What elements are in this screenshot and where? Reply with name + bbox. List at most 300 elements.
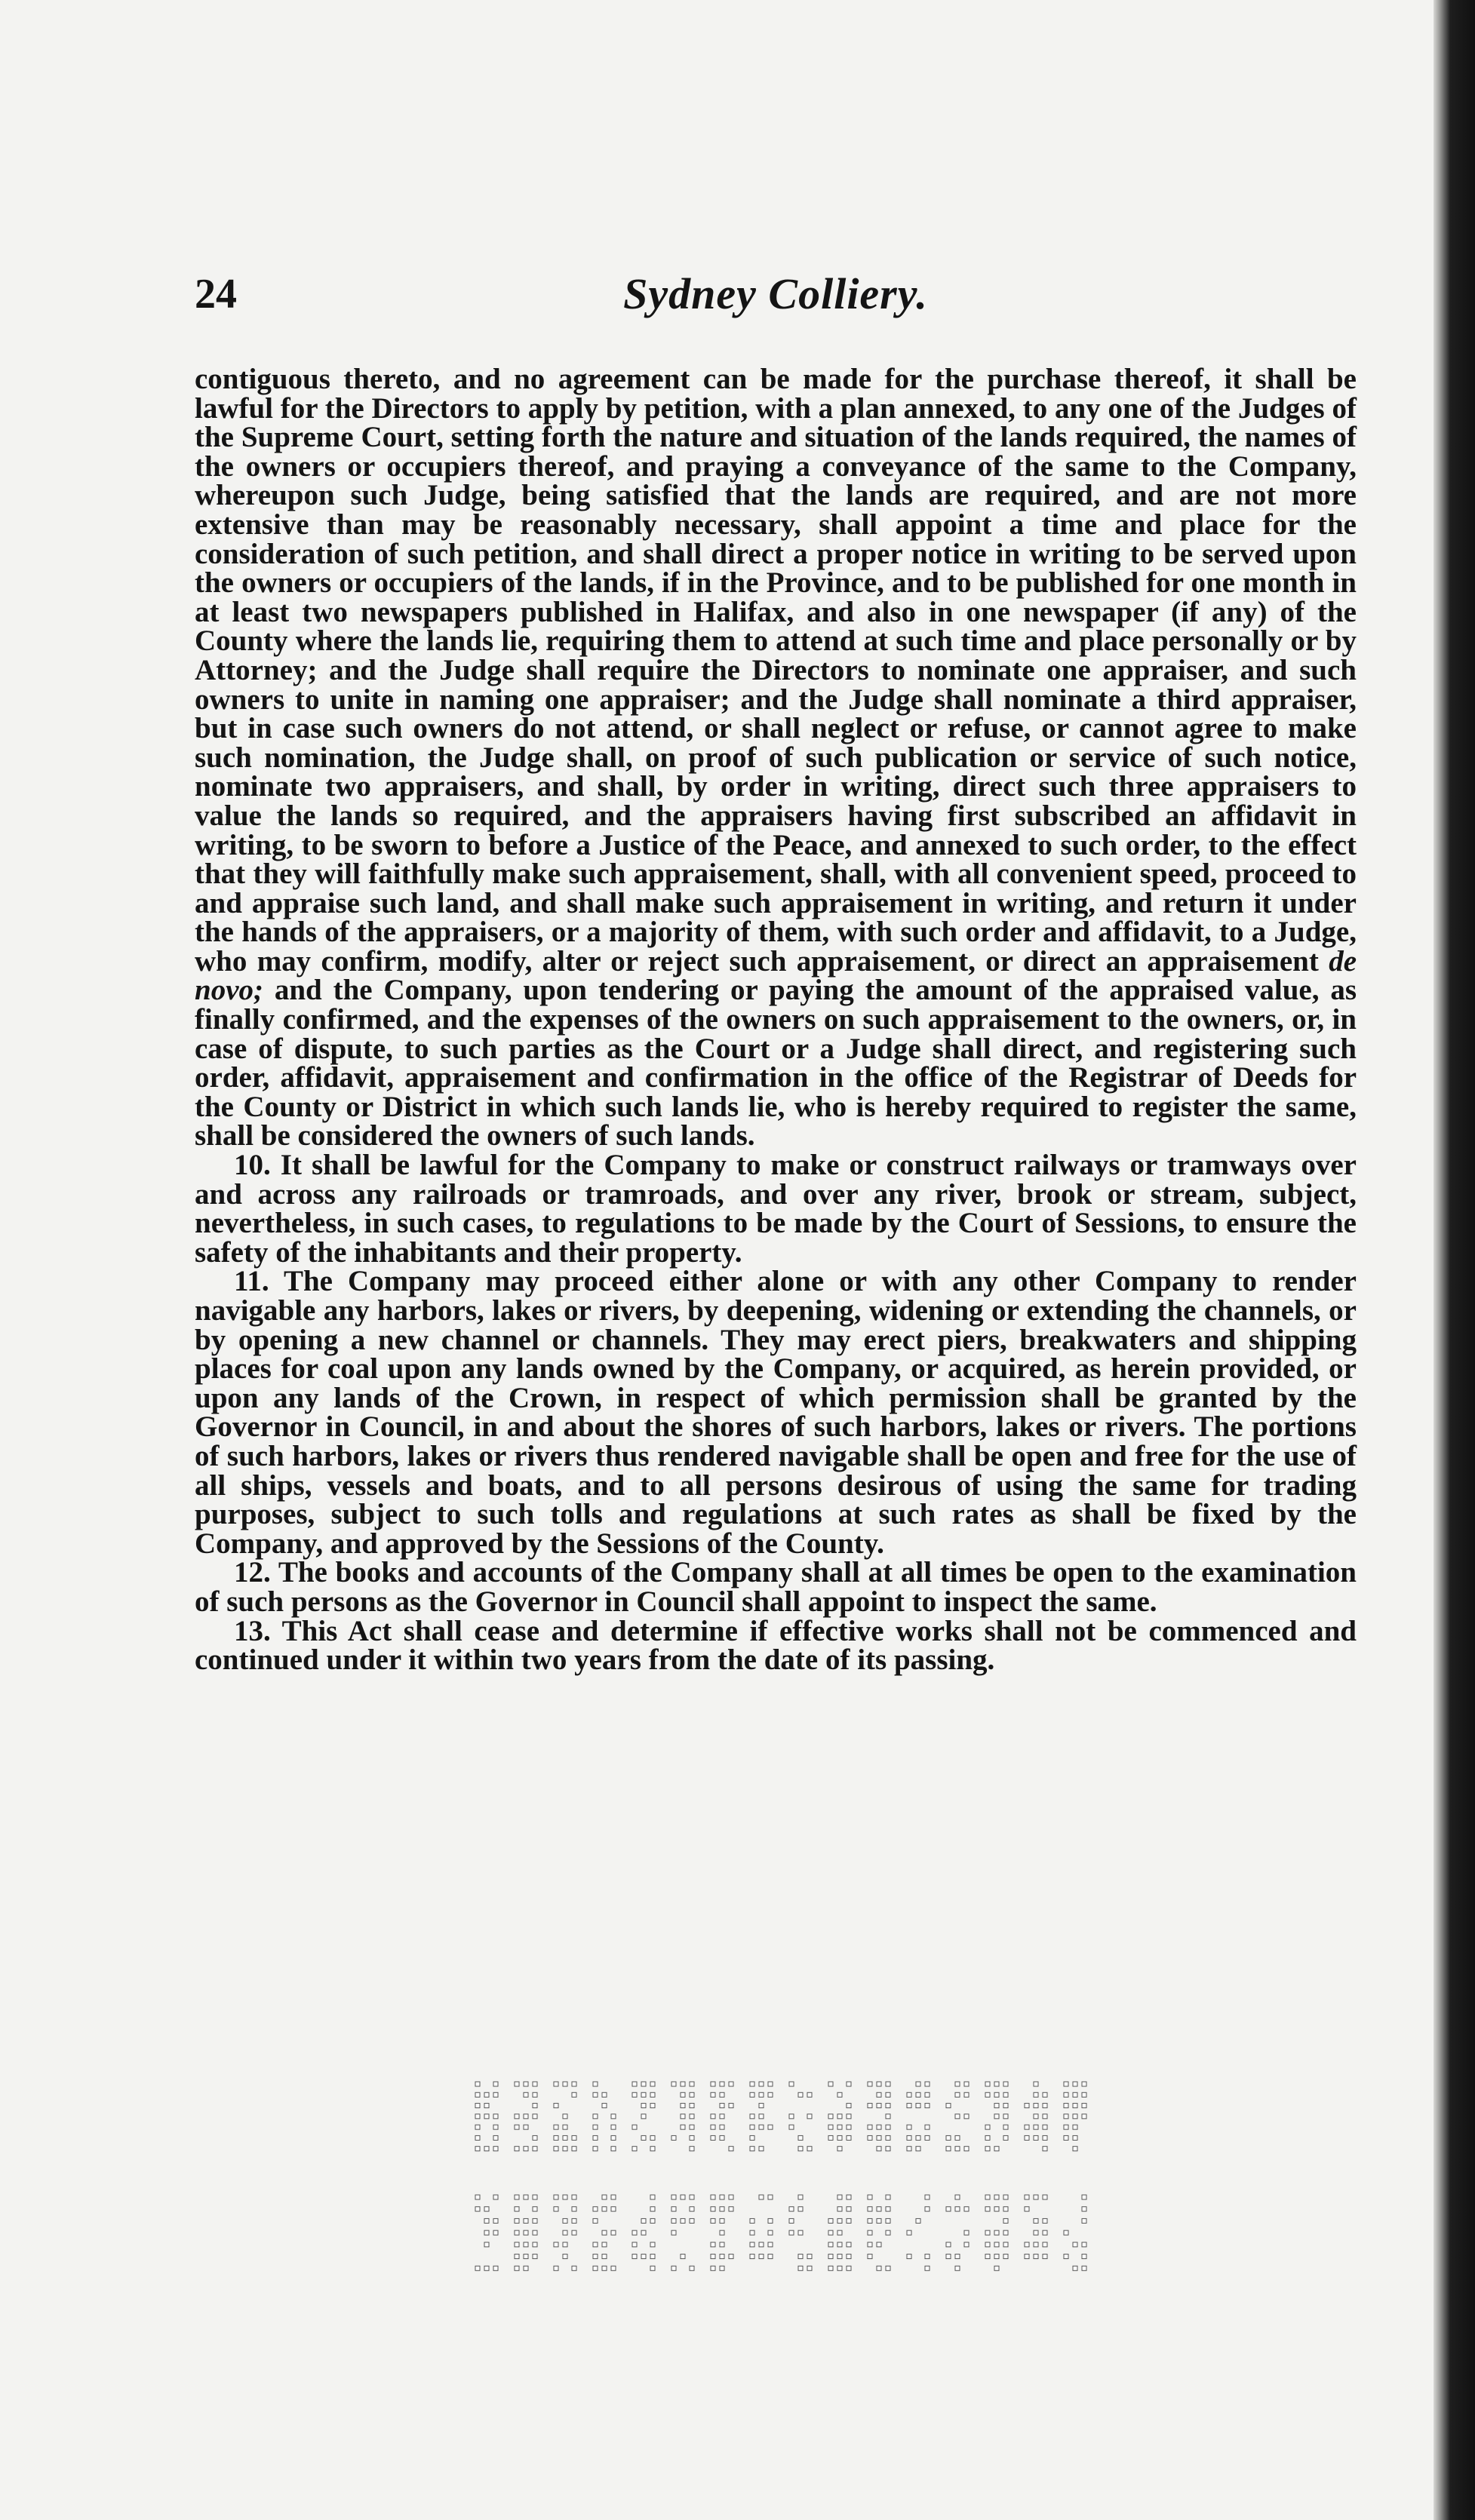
perforation-dot (611, 2135, 616, 2140)
perforation-dot (554, 2125, 558, 2129)
perforation-dot (554, 2147, 558, 2151)
perforation-dot (1043, 2230, 1047, 2235)
section-number: 11. (234, 1265, 269, 1298)
perforation-dot (759, 2082, 764, 2086)
perforation-dot (484, 2230, 489, 2235)
perforation-dot (847, 2207, 851, 2212)
perforation-dot (916, 2135, 920, 2140)
perforation-dot (907, 2230, 911, 2235)
perforation-dot (868, 2242, 872, 2247)
perforation-dot (868, 2195, 872, 2199)
perforation-dot (1082, 2114, 1086, 2119)
perforation-dot (955, 2114, 960, 2119)
perforation-dot (964, 2207, 969, 2212)
perforation-dot (611, 2207, 616, 2212)
perforation-dot (886, 2114, 890, 2119)
perforation-dot (711, 2242, 715, 2247)
perforation-dot (886, 2135, 890, 2140)
perforation-dot (750, 2114, 754, 2119)
perforation-dot (877, 2092, 881, 2097)
perforation-dot (1073, 2092, 1077, 2097)
perforation-dot (886, 2147, 890, 2151)
perforation-dot (690, 2195, 694, 2199)
perforation-dot (632, 2254, 637, 2259)
perforation-dot (729, 2195, 733, 2199)
perforation-dot (690, 2092, 694, 2097)
perforation-dot (750, 2135, 754, 2140)
perforation-dot (994, 2147, 999, 2151)
perforation-dot (1034, 2125, 1038, 2129)
perforation-dot (720, 2207, 724, 2212)
perforation-dot (641, 2218, 646, 2223)
perforation-dot (1064, 2254, 1068, 2259)
perforation-dot (847, 2135, 851, 2140)
section-12 (195, 1558, 1357, 1616)
perforation-dot (955, 2266, 960, 2270)
perforation-dot (907, 2135, 911, 2140)
perforation-dot (985, 2135, 990, 2140)
perforation-dot (1003, 2218, 1008, 2223)
perforation-dot (964, 2230, 969, 2235)
perforation-dot (563, 2218, 567, 2223)
perforation-dot (690, 2125, 694, 2129)
perforation-dot (837, 2218, 842, 2223)
perforation-dot (1003, 2104, 1008, 2108)
perforation-dot (847, 2266, 851, 2270)
perforation-dot (641, 2082, 646, 2086)
perforation-dot (759, 2195, 764, 2199)
perforation-dot (524, 2082, 528, 2086)
perforation-dot (690, 2147, 694, 2151)
page-edge-shadow (1434, 0, 1475, 2520)
perforation-dot (768, 2125, 773, 2129)
perforation-dot (524, 2218, 528, 2223)
perforation-dot (985, 2254, 990, 2259)
perforation-dot (994, 2242, 999, 2247)
perforation-dot (720, 2135, 724, 2140)
perforation-dot (593, 2242, 598, 2247)
section-text: It shall be lawful for the Company to make or construct railways or tramways over and across any railroads or tramroads, and over any river, brook or stream, subject, nevertheless, in such cases, to regulations to be made by the Court of Sessions, to ensure the safety of the inhabitants and their property. (195, 1149, 1357, 1269)
perforation-dot (524, 2147, 528, 2151)
perforation-dot (750, 2242, 754, 2247)
perforation-dot (750, 2125, 754, 2129)
perforation-dot (1064, 2082, 1068, 2086)
perforation-dot (611, 2266, 616, 2270)
perforation-dot (475, 2082, 480, 2086)
perforation-dot (868, 2104, 872, 2108)
perforation-dot (681, 2082, 685, 2086)
perforation-dot (877, 2135, 881, 2140)
perforation-dot (533, 2104, 537, 2108)
perforation-dot (681, 2195, 685, 2199)
perforation-dot (572, 2230, 576, 2235)
perforation-dot (1064, 2092, 1068, 2097)
perforation-dot (907, 2092, 911, 2097)
perforation-dot (533, 2207, 537, 2212)
perforation-dot (994, 2254, 999, 2259)
perforation-dot (572, 2147, 576, 2151)
perforation-dot (1082, 2207, 1086, 2212)
perforation-dot (1034, 2135, 1038, 2140)
perforation-dot (1082, 2104, 1086, 2108)
perforation-dot (711, 2218, 715, 2223)
perforation-dot (515, 2195, 519, 2199)
perforation-dot (720, 2266, 724, 2270)
perforation-dot (1064, 2135, 1068, 2140)
perforation-dot (572, 2218, 576, 2223)
perforation-dot (1043, 2135, 1047, 2140)
section-text: The Company may proceed either alone or with any other Company to render navigable any harbors, lakes or rivers, by deepening, widening or extending the channels, or by opening a new channel or channels. They may erect piers, breakwaters and shipping places for coal upon any lands owned by the Company, or acquired, as herein provided, or upon any lands of the Crown, in respect of which permission shall be granted by the Governor in Council, in and about the shores of such harbors, lakes or rivers. The portions of such harbors, lakes or rivers thus rendered navigable shall be open and free for the use of all ships, vessels and boats, and to all persons desirous of using the same for trading purposes, subject to such tolls and regulations at such rates as shall be fixed by the Company, and approved by the Sessions of the County. (195, 1265, 1357, 1560)
perforation-dot (711, 2266, 715, 2270)
perforation-dot (632, 2147, 637, 2151)
perforation-dot (886, 2104, 890, 2108)
perforation-dot (602, 2266, 607, 2270)
perforation-dot (1073, 2125, 1077, 2129)
perforation-dot (593, 2125, 598, 2129)
perforation-dot (720, 2218, 724, 2223)
perforation-dot (593, 2135, 598, 2140)
perforation-dot (1034, 2092, 1038, 2097)
perforation-dot (994, 2195, 999, 2199)
perforation-dot (828, 2230, 833, 2235)
perforation-dot (515, 2218, 519, 2223)
perforation-dot (484, 2092, 489, 2097)
perforation-dot (759, 2254, 764, 2259)
perforation-dot (524, 2230, 528, 2235)
section-text: The books and accounts of the Company shall at all times be open to the examination of such persons as the Governor in Council shall appoint to inspect the same. (195, 1556, 1357, 1618)
perforation-dot (1082, 2082, 1086, 2086)
perforation-dot (554, 2207, 558, 2212)
section-11 (195, 1267, 1357, 1558)
perforation-dot (807, 2092, 812, 2097)
perforation-dot (690, 2135, 694, 2140)
perforation-dot (946, 2207, 951, 2212)
perforation-dot (925, 2082, 930, 2086)
perforation-dot (671, 2207, 676, 2212)
perforation-dot (681, 2254, 685, 2259)
perforation-dot (768, 2195, 773, 2199)
perforation-dot (907, 2125, 911, 2129)
section-text: This Act shall cease and determine if effective works shall not be commenced and continued under it within two years from the date of its passing. (195, 1614, 1357, 1677)
perforation-dot (1082, 2218, 1086, 2223)
perforation-dot (515, 2242, 519, 2247)
perforation-dot (720, 2230, 724, 2235)
perforation-dot (964, 2114, 969, 2119)
perforation-dot (886, 2218, 890, 2223)
perforation-dot (515, 2207, 519, 2212)
perforation-dot (524, 2254, 528, 2259)
perforation-dot (720, 2195, 724, 2199)
perforation-dot (994, 2082, 999, 2086)
perforation-dot (1003, 2230, 1008, 2235)
perforation-dot (828, 2218, 833, 2223)
perforation-dot (729, 2254, 733, 2259)
perforation-dot (798, 2230, 803, 2235)
perforation-dot (671, 2218, 676, 2223)
perforation-dot (711, 2195, 715, 2199)
perforation-dot (593, 2082, 598, 2086)
perforation-dot (602, 2254, 607, 2259)
perforation-dot (611, 2147, 616, 2151)
perforation-dot (563, 2082, 567, 2086)
perforation-dot (720, 2125, 724, 2129)
perforation-dot (1064, 2125, 1068, 2129)
perforation-dot (593, 2254, 598, 2259)
perforation-dot (1073, 2266, 1077, 2270)
perforation-dot (837, 2147, 842, 2151)
perforation-dot (807, 2114, 812, 2119)
perforation-dot (711, 2125, 715, 2129)
perforation-dot (515, 2082, 519, 2086)
perforation-dot (946, 2147, 951, 2151)
perforation-dot (593, 2218, 598, 2223)
perforation-dot (493, 2092, 498, 2097)
perforation-dot (572, 2195, 576, 2199)
perforation-dot (837, 2195, 842, 2199)
perforation-dot (768, 2082, 773, 2086)
perforation-dot (524, 2114, 528, 2119)
perforation-dot (593, 2207, 598, 2212)
perforation-dot (759, 2125, 764, 2129)
perforation-dot (690, 2266, 694, 2270)
perforation-dot (572, 2266, 576, 2270)
perforation-dot (985, 2082, 990, 2086)
perforation-dot (1082, 2092, 1086, 2097)
perforation-dot (602, 2230, 607, 2235)
perforation-dot (533, 2254, 537, 2259)
perforation-dot (1003, 2242, 1008, 2247)
perforation-dot (681, 2218, 685, 2223)
perforation-dot (985, 2242, 990, 2247)
perforation-dot (1073, 2135, 1077, 2140)
perforation-dot (650, 2104, 655, 2108)
perforation-dot (493, 2114, 498, 2119)
perforation-dot (886, 2266, 890, 2270)
perforation-dot (475, 2195, 480, 2199)
perforation-dot (690, 2114, 694, 2119)
perforation-dot (789, 2207, 794, 2212)
perforation-dot (671, 2135, 676, 2140)
perforation-dot (611, 2125, 616, 2129)
perforation-dot (650, 2207, 655, 2212)
perforation-dot (650, 2135, 655, 2140)
perforation-dot (985, 2230, 990, 2235)
perforation-dot (985, 2195, 990, 2199)
perforation-dot (493, 2125, 498, 2129)
perforation-dot (533, 2114, 537, 2119)
perforation-dot (650, 2092, 655, 2097)
perforation-dot (1003, 2254, 1008, 2259)
perforation-dot (650, 2266, 655, 2270)
perforation-dot (720, 2254, 724, 2259)
perforation-dot (1034, 2082, 1038, 2086)
perforation-dot (493, 2266, 498, 2270)
perforation-dot (720, 2092, 724, 2097)
perforation-dot (593, 2147, 598, 2151)
perforation-dot (886, 2082, 890, 2086)
perforation-dot (690, 2218, 694, 2223)
perforation-dot (886, 2125, 890, 2129)
perforation-dot (729, 2147, 733, 2151)
perforation-dot (925, 2104, 930, 2108)
section-number: 13. (234, 1614, 271, 1647)
perforation-dot (1064, 2114, 1068, 2119)
perforation-dot (886, 2092, 890, 2097)
perforation-dot (515, 2254, 519, 2259)
perforated-stamp-icon (468, 2067, 1117, 2293)
perforation-dot (572, 2092, 576, 2097)
perforation-dot (1064, 2104, 1068, 2108)
perforation-dot (868, 2135, 872, 2140)
perforation-dot (955, 2207, 960, 2212)
perforation-dot (1034, 2242, 1038, 2247)
perforation-dot (602, 2092, 607, 2097)
perforation-dot (1073, 2114, 1077, 2119)
perforation-dot (1043, 2254, 1047, 2259)
perforation-dot (837, 2207, 842, 2212)
perforation-dot (484, 2207, 489, 2212)
perforation-dot (1003, 2195, 1008, 2199)
perforation-dot (925, 2195, 930, 2199)
perforation-dot (994, 2104, 999, 2108)
perforation-dot (750, 2218, 754, 2223)
perforation-dot (907, 2104, 911, 2108)
perforation-dot (750, 2230, 754, 2235)
perforation-dot (925, 2135, 930, 2140)
perforation-dot (475, 2092, 480, 2097)
perforation-dot (955, 2195, 960, 2199)
continuation-text-end: and the Company, upon tendering or paying the amount of the appraised value, as finally confirmed, and the expenses of the owners on such appraisement to the owners, or, in case of dispute, to such parties as the Court or a Judge shall direct, and registering such order, affidavit, appraisement and confirmation in the office of the Registrar of Deeds for the County or District in which such lands lie, who is hereby required to register the same, shall be considered the owners of such lands. (195, 974, 1357, 1153)
perforation-dot (1034, 2218, 1038, 2223)
perforation-dot (632, 2230, 637, 2235)
perforation-dot (1073, 2147, 1077, 2151)
perforation-dot (837, 2092, 842, 2097)
perforation-dot (789, 2218, 794, 2223)
perforation-dot (593, 2114, 598, 2119)
perforation-dot (789, 2082, 794, 2086)
perforation-dot (641, 2104, 646, 2108)
perforation-dot (650, 2147, 655, 2151)
perforation-dot (671, 2266, 676, 2270)
perforation-dot (632, 2242, 637, 2247)
perforation-dot (994, 2230, 999, 2235)
perforation-dot (720, 2242, 724, 2247)
perforation-dot (807, 2254, 812, 2259)
page-header (195, 264, 1357, 324)
perforation-dot (729, 2082, 733, 2086)
perforation-dot (916, 2082, 920, 2086)
perforation-dot (877, 2266, 881, 2270)
perforation-dot (475, 2135, 480, 2140)
perforation-dot (671, 2082, 676, 2086)
perforation-dot (1073, 2082, 1077, 2086)
perforation-dot (1082, 2266, 1086, 2270)
perforation-dot (1025, 2254, 1029, 2259)
perforation-dot (916, 2218, 920, 2223)
perforation-dot (524, 2092, 528, 2097)
perforation-dot (985, 2147, 990, 2151)
perforation-dot (671, 2195, 676, 2199)
perforation-dot (798, 2092, 803, 2097)
perforation-dot (1003, 2092, 1008, 2097)
perforation-dot (925, 2092, 930, 2097)
perforation-dot (1025, 2125, 1029, 2129)
perforation-dot (886, 2207, 890, 2212)
perforation-dot (768, 2242, 773, 2247)
section-13 (195, 1614, 1357, 1677)
perforation-dot (868, 2254, 872, 2259)
perforation-dot (1034, 2254, 1038, 2259)
perforation-dot (847, 2125, 851, 2129)
perforation-dot (994, 2207, 999, 2212)
perforation-dot (720, 2082, 724, 2086)
continuation-text: contiguous thereto, and no agreement can be made for the purchase thereof, it shall be lawful for the Directors to apply by petition, with a plan annexed, to any one of the Judges of the Supreme Court, setting forth the nature and situation of the lands required, the names of the owners or occupiers thereof, and praying a conveyance of the same to the Company, whereupon such Judge, being satisfied that the lands are required, and are not more extensive than may be reasonably necessary, shall appoint a time and place for the consideration of such petition, and shall direct a proper notice in writing to be served upon the owners or occupiers of the lands, if in the Province, and to be published for one month in at least two newspapers published in Halifax, and also in one newspaper (if any) of the County where the lands lie, requiring them to attend at such time and place personally or by Attorney; and the Judge shall require the Directors to nominate one appraiser, and such owners to unite in naming one appraiser; and the Judge shall nominate a third appraiser, but in case such owners do not attend, or shall neglect or refuse, or cannot agree to make such nomination, the Judge shall, on proof of such publication or service of such notice, nominate two appraisers, and shall, by order in writing, direct such three appraisers to value the lands so required, and the appraisers having first subscribed an affidavit in writing, to be sworn to before a Justice of the Peace, and annexed to such order, to the effect that they will faithfully make such appraisement, shall, with all convenient speed, proceed to and appraise such land, and shall make such appraisement in writing, and return it under the hands of the appraisers, or a majority of them, with such order and affidavit, to a Judge, who may confirm, modify, alter or reject such appraisement, or direct an appraisement (195, 363, 1357, 978)
perforation-dot (1034, 2114, 1038, 2119)
perforation-dot (641, 2254, 646, 2259)
perforation-dot (964, 2092, 969, 2097)
perforation-dot (493, 2195, 498, 2199)
perforation-dot (1025, 2242, 1029, 2247)
perforation-dot (524, 2125, 528, 2129)
perforation-dot (847, 2104, 851, 2108)
perforation-dot (750, 2092, 754, 2097)
perforation-dot (868, 2218, 872, 2223)
perforation-dot (955, 2254, 960, 2259)
perforation-dot (1073, 2242, 1077, 2247)
perforation-dot (475, 2266, 480, 2270)
perforation-dot (750, 2082, 754, 2086)
perforation-dot (994, 2266, 999, 2270)
perforation-dot (493, 2135, 498, 2140)
perforation-dot (807, 2266, 812, 2270)
perforation-dot (533, 2147, 537, 2151)
perforation-dot (985, 2092, 990, 2097)
section-number: 10. (234, 1149, 271, 1182)
perforation-dot (681, 2104, 685, 2108)
perforation-dot (641, 2230, 646, 2235)
perforation-dot (1003, 2207, 1008, 2212)
perforation-dot (650, 2218, 655, 2223)
perforation-dot (602, 2207, 607, 2212)
perforation-dot (611, 2195, 616, 2199)
perforation-dot (925, 2254, 930, 2259)
perforation-dot (907, 2147, 911, 2151)
perforation-dot (671, 2230, 676, 2235)
perforation-dot (602, 2242, 607, 2247)
perforation-dot (650, 2195, 655, 2199)
perforation-dot (524, 2242, 528, 2247)
perforation-dot (681, 2125, 685, 2129)
perforation-dot (1043, 2195, 1047, 2199)
perforation-dot (946, 2254, 951, 2259)
perforation-dot (955, 2092, 960, 2097)
perforation-dot (837, 2266, 842, 2270)
perforation-dot (877, 2147, 881, 2151)
perforation-dot (1082, 2242, 1086, 2247)
perforation-dot (515, 2230, 519, 2235)
perforation-dot (1082, 2254, 1086, 2259)
perforation-dot (837, 2135, 842, 2140)
perforation-dot (925, 2125, 930, 2129)
perforation-dot (554, 2104, 558, 2108)
perforation-dot (524, 2266, 528, 2270)
perforation-dot (837, 2114, 842, 2119)
perforation-dot (877, 2218, 881, 2223)
perforation-dot (563, 2135, 567, 2140)
perforation-dot (484, 2218, 489, 2223)
perforation-dot (946, 2104, 951, 2108)
perforation-dot (1043, 2104, 1047, 2108)
